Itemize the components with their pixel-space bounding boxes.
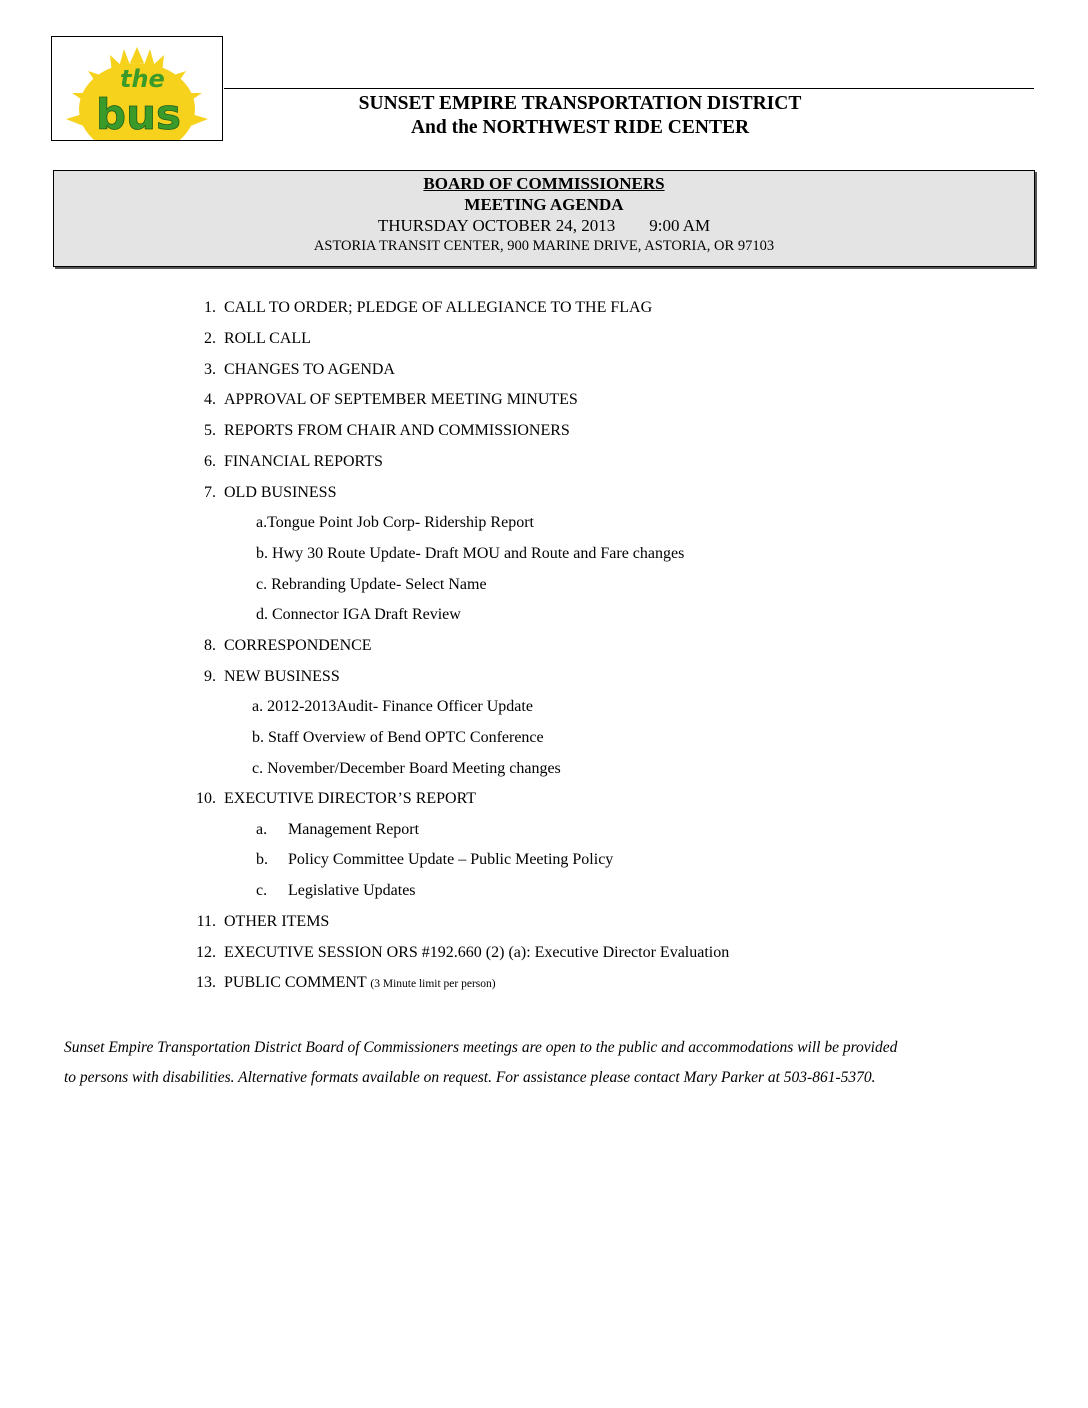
agenda-item: [192, 973, 496, 994]
notice-line-1: Sunset Empire Transportation District Board of Commissioners meetings are open to the public and accommodations will be provided: [64, 1039, 898, 1056]
agenda-item: [192, 360, 395, 380]
agenda-item: [192, 943, 729, 963]
the-bus-logo: [52, 37, 222, 140]
public-comment-note: (3 Minute limit per person): [370, 978, 496, 990]
subitem-text: Legislative Updates: [288, 882, 416, 899]
agenda-item: [192, 789, 476, 809]
agenda-item-text: ROLL CALL: [224, 330, 311, 347]
agenda-item-text: OTHER ITEMS: [224, 913, 330, 930]
agenda-item: [192, 390, 578, 410]
old-business-subitem: a.Tongue Point Job Corp- Ridership Report: [256, 514, 534, 531]
director-report-subitem: [256, 820, 419, 840]
agenda-item-number: 9.: [204, 668, 216, 685]
meeting-datetime: [54, 215, 1034, 236]
subitem-letter: a.: [256, 821, 268, 838]
agenda-label: MEETING AGENDA: [464, 195, 624, 214]
agenda-item-number: 2.: [204, 330, 216, 347]
subitem-text: Management Report: [288, 821, 420, 838]
agenda-item-text: EXECUTIVE SESSION ORS #192.660 (2) (a): Executive Director Evaluation: [224, 944, 730, 961]
agenda-item-text: OLD BUSINESS: [224, 484, 337, 501]
agenda-item-number: 7.: [204, 484, 216, 501]
agenda-item: [192, 483, 336, 503]
old-business-subitem: c. Rebranding Update- Select Name: [256, 576, 487, 593]
organization-title: [224, 92, 936, 140]
agenda-item-text: NEW BUSINESS: [224, 668, 340, 685]
meeting-info-box: [53, 170, 1035, 267]
notice-line-2: to persons with disabilities. Alternative formats available on request. For assistance please contact Mary Parker at 503-861-5370.: [64, 1069, 876, 1086]
organization-name: SUNSET EMPIRE TRANSPORTATION DISTRICT: [358, 93, 802, 114]
agenda-item-text: CHANGES TO AGENDA: [224, 361, 395, 378]
subitem-letter: b.: [256, 851, 268, 868]
agenda-item-text: FINANCIAL REPORTS: [224, 453, 383, 470]
agenda-item: [192, 329, 311, 349]
agenda-item: [192, 452, 383, 472]
logo-box: [51, 36, 223, 141]
agenda-item-number: 5.: [204, 422, 216, 439]
new-business-subitem: b. Staff Overview of Bend OPTC Conference: [252, 729, 544, 746]
agenda-item-number: 11.: [196, 913, 216, 930]
subitem-letter: c.: [256, 882, 268, 899]
old-business-subitem: d. Connector IGA Draft Review: [256, 606, 461, 623]
agenda-item-number: 6.: [204, 453, 216, 470]
agenda-item-text: APPROVAL OF SEPTEMBER MEETING MINUTES: [224, 391, 578, 408]
board-title: BOARD OF COMMISSIONERS: [423, 174, 665, 193]
agenda-item: [192, 636, 372, 656]
agenda-item-text: CALL TO ORDER; PLEDGE OF ALLEGIANCE TO THE FLAG: [224, 299, 653, 316]
director-report-subitem: [256, 881, 416, 901]
agenda-item: [192, 667, 340, 687]
logo-word-bus: bus: [96, 90, 181, 139]
agenda-item-number: 4.: [204, 391, 216, 408]
agenda-item-text: EXECUTIVE DIRECTOR’S REPORT: [224, 790, 477, 807]
agenda-item-text: PUBLIC COMMENT: [224, 974, 367, 991]
meeting-date: THURSDAY OCTOBER 24, 2013: [377, 216, 616, 235]
director-report-subitem: [256, 850, 613, 870]
agenda-item-number: 10.: [196, 790, 216, 807]
old-business-subitem: b. Hwy 30 Route Update- Draft MOU and Route and Fare changes: [256, 545, 685, 562]
agenda-item: [192, 421, 570, 441]
accessibility-notice: [64, 1033, 1044, 1093]
agenda-item: [192, 298, 652, 318]
logo-word-the: the: [120, 65, 165, 93]
new-business-subitem: c. November/December Board Meeting changes: [252, 760, 561, 777]
meeting-location: ASTORIA TRANSIT CENTER, 900 MARINE DRIVE, ASTORIA, OR 97103: [313, 238, 775, 254]
agenda-item: [192, 912, 329, 932]
agenda-item-number: 3.: [204, 361, 216, 378]
agenda-item-number: 13.: [196, 974, 216, 991]
organization-subtitle: And the NORTHWEST RIDE CENTER: [410, 117, 750, 138]
header-rule: [224, 88, 1034, 89]
agenda-item-number: 12.: [196, 944, 216, 961]
agenda-item-text: REPORTS FROM CHAIR AND COMMISSIONERS: [224, 422, 570, 439]
agenda-item-number: 8.: [204, 637, 216, 654]
agenda-item-number: 1.: [204, 299, 216, 316]
agenda-item-text: CORRESPONDENCE: [224, 637, 372, 654]
new-business-subitem: a. 2012-2013Audit- Finance Officer Update: [252, 698, 533, 715]
meeting-time: 9:00 AM: [649, 216, 711, 235]
subitem-text: Policy Committee Update – Public Meeting Policy: [288, 851, 614, 868]
